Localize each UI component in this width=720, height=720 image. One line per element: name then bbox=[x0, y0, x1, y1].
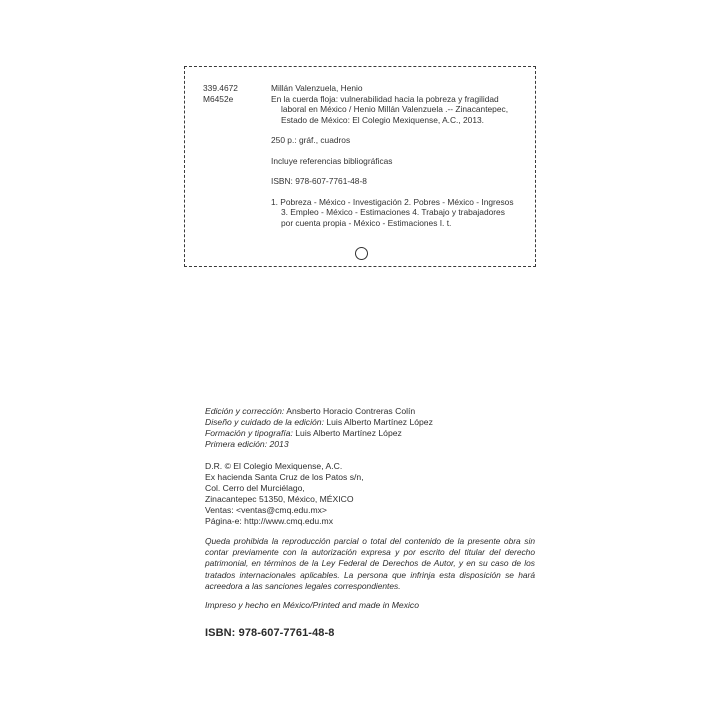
address-line: Col. Cerro del Murciélago, bbox=[205, 483, 305, 493]
catalog-title-line: En la cuerda floja: vulnerabilidad hacia la pobreza y fragilidad bbox=[271, 93, 499, 104]
catalog-subjects-line: por cuenta propia - México - Estimaciones I. t. bbox=[281, 217, 452, 228]
isbn-bottom: ISBN: 978-607-7761-48-8 bbox=[205, 627, 335, 639]
call-number-class: 339.4672 bbox=[203, 83, 238, 93]
credit-row bbox=[205, 428, 535, 439]
address-line: D.R. © El Colegio Mexiquense, A.C. bbox=[205, 461, 343, 471]
catalog-author: Millán Valenzuela, Henio bbox=[271, 83, 363, 93]
catalog-isbn: ISBN: 978-607-7761-48-8 bbox=[271, 176, 367, 186]
website: Página-e: http://www.cmq.edu.mx bbox=[205, 516, 334, 526]
catalog-entry bbox=[271, 83, 523, 228]
credit-row bbox=[205, 417, 535, 428]
credit-value: Ansberto Horacio Contreras Colín bbox=[286, 406, 416, 416]
catalog-card bbox=[184, 66, 536, 267]
sales-email: Ventas: <ventas@cmq.edu.mx> bbox=[205, 505, 327, 515]
credits-block bbox=[205, 406, 535, 450]
catalog-pages: 250 p.: gráf., cuadros bbox=[271, 135, 351, 145]
credit-label: Edición y corrección: bbox=[205, 406, 285, 416]
credit-row bbox=[205, 406, 535, 417]
call-number bbox=[203, 83, 238, 104]
address-line: Ex hacienda Santa Cruz de los Patos s/n, bbox=[205, 472, 364, 482]
credit-value: Luis Alberto Martínez López bbox=[295, 428, 402, 438]
call-number-cutter: M6452e bbox=[203, 93, 234, 104]
card-hole-circle bbox=[355, 247, 368, 260]
publisher-address bbox=[205, 461, 535, 527]
credit-value: Luis Alberto Martínez López bbox=[326, 417, 433, 427]
catalog-bibliography: Incluye referencias bibliográficas bbox=[271, 155, 393, 166]
credit-label: Formación y tipografía: bbox=[205, 428, 293, 438]
credit-row bbox=[205, 439, 535, 450]
credit-label: Diseño y cuidado de la edición: bbox=[205, 417, 324, 427]
printed-in: Impreso y hecho en México/Printed and made in Mexico bbox=[205, 600, 419, 610]
catalog-subjects-line: 3. Empleo - México - Estimaciones 4. Trabajo y trabajadores bbox=[281, 207, 505, 217]
legal-notice: Queda prohibida la reproducción parcial o total del contenido de la presente obra sin contar previamente con la autorización expresa y por escrito del titular del derecho patrimonial, en términos de la Ley Federal de Derechos de Autor, y en su caso de los tratados internacionales aplicables. La persona que infrinja esta disposición se hará acreedora a las sanciones legales correspondientes. bbox=[205, 536, 535, 591]
address-line: Zinacantepec 51350, México, MÉXICO bbox=[205, 494, 354, 504]
catalog-subjects-line: 1. Pobreza - México - Investigación 2. Pobres - México - Ingresos bbox=[271, 196, 514, 207]
credit-label: Primera edición: bbox=[205, 439, 268, 449]
catalog-title-line: laboral en México / Henio Millán Valenzuela .-- Zinacantepec, bbox=[281, 104, 509, 114]
catalog-title-line: Estado de México: El Colegio Mexiquense, A.C., 2013. bbox=[281, 114, 484, 125]
credit-value: 2013 bbox=[269, 439, 289, 449]
